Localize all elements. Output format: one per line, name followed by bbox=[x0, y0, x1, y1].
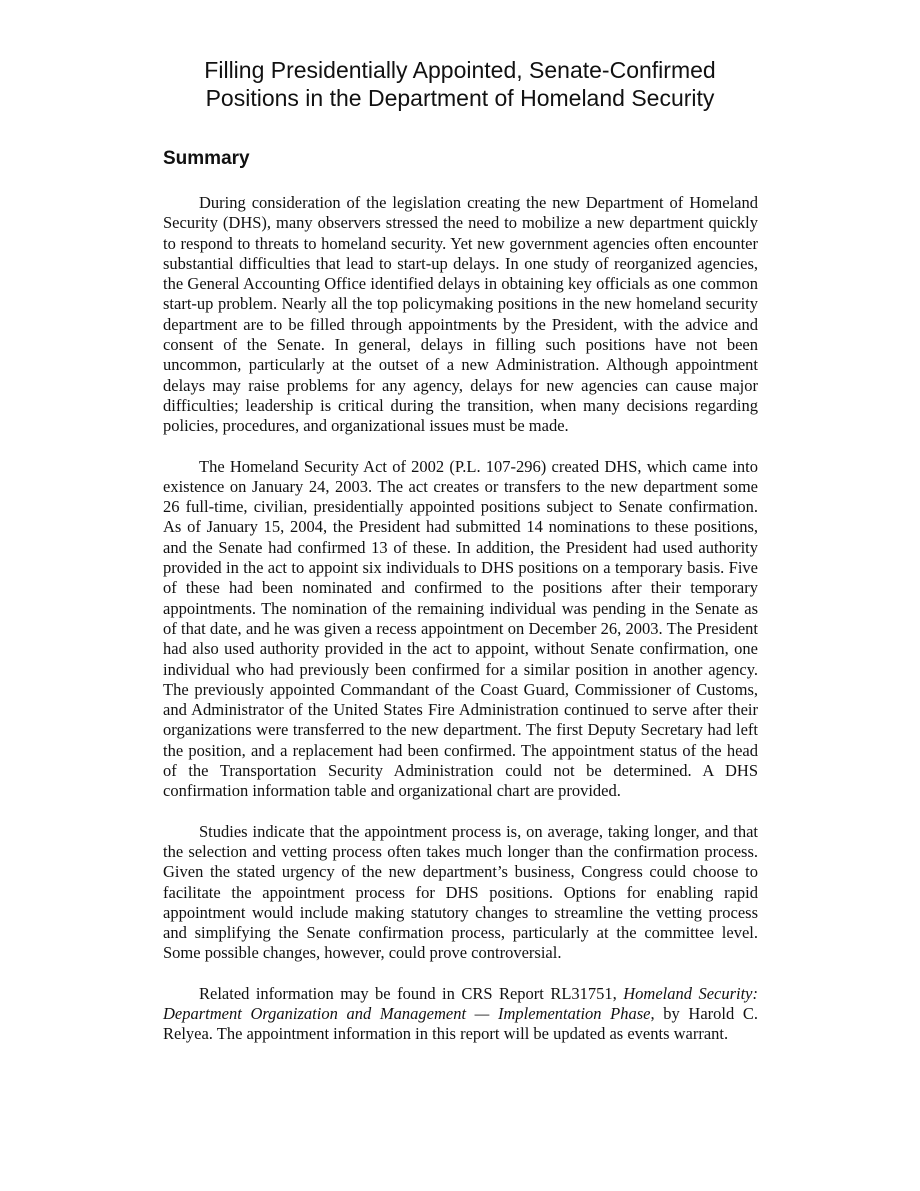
document-title bbox=[120, 56, 800, 112]
summary-body bbox=[163, 193, 758, 1065]
related-info-text: Related information may be found in CRS Report RL31751, bbox=[199, 983, 624, 1003]
summary-heading: Summary bbox=[163, 148, 250, 169]
summary-paragraph-1: During consideration of the legislation creating the new Department of Homeland Security (DHS), many observers stressed the need to mobilize a new department quickly to respond to threats to homeland security. Yet new government agencies often encounter substantial difficulties that lead to start-up delays. In one study of reorganized agencies, the General Accounting Office identified delays in obtaining key officials as one common start-up problem. Nearly all the top policymaking positions in the new homeland security department are to be filled through appointments by the President, with the advice and consent of the Senate. In general, delays in filling such positions have not been uncommon, particularly at the outset of a new Administration. Although appointment delays may raise problems for any agency, delays for new agencies can cause major difficulties; leadership is critical during the transition, when many decisions regarding policies, procedures, and organizational issues must be made. bbox=[163, 193, 758, 436]
summary-paragraph-4 bbox=[163, 984, 758, 1045]
related-info-text-end: , by Harold C. Relyea. The appointment information in this report will be updated as events warrant. bbox=[163, 1003, 758, 1044]
summary-paragraph-2: The Homeland Security Act of 2002 (P.L. 107-296) created DHS, which came into existence on January 24, 2003. The act creates or transfers to the new department some 26 full-time, civilian, presidentially appointed positions subject to Senate confirmation. As of January 15, 2004, the President had submitted 14 nominations to these positions, and the Senate had confirmed 13 of these. In addition, the President had used authority provided in the act to appoint six individuals to DHS positions on a temporary basis. Five of these had been nominated and confirmed to the positions after their temporary appointments. The nomination of the remaining individual was pending in the Senate as of that date, and he was given a recess appointment on December 26, 2003. The President had also used authority provided in the act to appoint, without Senate confirmation, one individual who had previously been confirmed for a similar position in another agency. The previously appointed Commandant of the Coast Guard, Commissioner of Customs, and Administrator of the United States Fire Administration continued to serve after their organizations were transferred to the new department. The first Deputy Secretary had left the position, and a replacement had been confirmed. The appointment status of the head of the Transportation Security Administration could not be determined. A DHS confirmation information table and organizational chart are provided. bbox=[163, 456, 758, 801]
title-line-2: Positions in the Department of Homeland Security bbox=[205, 85, 715, 111]
report-title: Homeland Security: Department Organization and Management — Implementation Phase bbox=[163, 983, 758, 1023]
summary-paragraph-3: Studies indicate that the appointment process is, on average, taking longer, and that the selection and vetting process often takes much longer than the confirmation process. Given the stated urgency of the new department’s business, Congress could choose to facilitate the appointment process for DHS positions. Options for enabling rapid appointment would include making statutory changes to streamline the vetting process and simplifying the Senate confirmation process, particularly at the committee level. Some possible changes, however, could prove controversial. bbox=[163, 821, 758, 963]
title-line-1: Filling Presidentially Appointed, Senate-Confirmed bbox=[204, 57, 716, 83]
